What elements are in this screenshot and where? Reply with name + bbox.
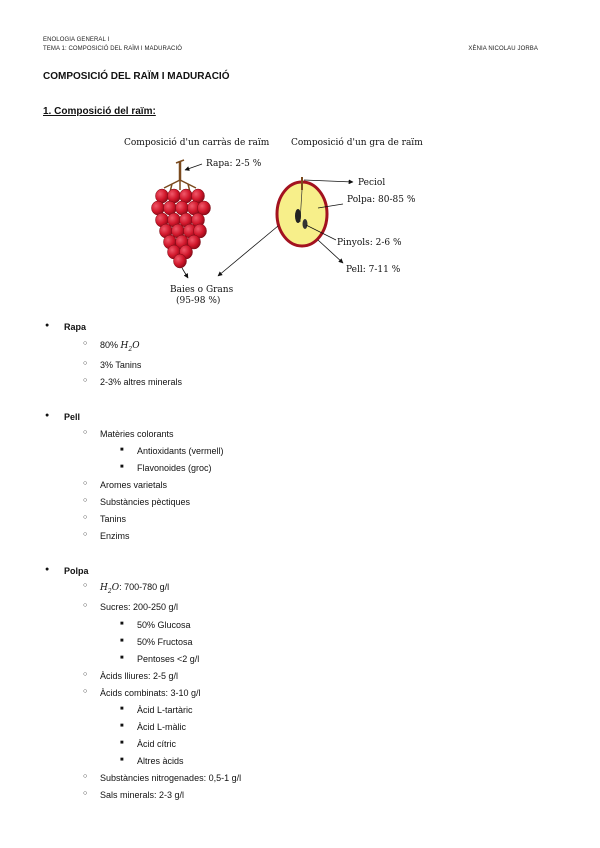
rapa-label: Rapa: 2-5 %	[206, 159, 262, 169]
h2o-o: O	[111, 583, 120, 593]
h2o-formula	[121, 341, 140, 351]
header-author: XÈNIA NICOLAU JORBA	[468, 46, 538, 52]
list-item: ○ Matèries colorants	[100, 429, 174, 439]
left-caption: Composició d'un carràs de raïm	[124, 138, 270, 148]
h2o-o: O	[132, 341, 140, 351]
list-item: ○ Sals minerals: 2-3 g/l	[100, 790, 184, 800]
list-item: ○ Àcids combinats: 3-10 g/l	[100, 688, 201, 698]
list-item: ■ Pentoses <2 g/l	[137, 654, 199, 664]
grape-composition-figure	[118, 130, 448, 315]
baies-percent: (95-98 %)	[176, 296, 221, 306]
water-amount: : 700-780 g/l	[119, 582, 170, 592]
list-item: ■ Altres àcids	[137, 756, 184, 766]
list-item: ○ Enzims	[100, 531, 130, 541]
h2o-h: H	[120, 341, 129, 351]
list-item-pell: ● Pell	[64, 412, 80, 422]
list-item-rapa: ● Rapa	[64, 322, 86, 332]
polpa-label: Polpa: 80-85 %	[347, 195, 416, 205]
list-item: ○ 3% Tanins	[100, 360, 141, 370]
grape-bunch	[152, 189, 211, 268]
h2o-formula	[100, 583, 119, 593]
rapa-water-percent: 80%	[100, 340, 119, 350]
h2o-h: H	[100, 583, 108, 593]
bunch-stem	[164, 160, 196, 192]
grape-berry-section	[277, 177, 327, 246]
list-item: ■ Àcid cítric	[137, 739, 176, 749]
pell-label: Pell: 7-11 %	[346, 265, 401, 275]
peciol-label: Peciol	[358, 178, 386, 188]
right-caption: Composició d'un gra de raïm	[291, 138, 423, 148]
list-item: ■ 50% Glucosa	[137, 620, 191, 630]
list-item: ■ Àcid L-màlic	[137, 722, 186, 732]
page-title: COMPOSICIÓ DEL RAÏM I MADURACIÓ	[43, 71, 230, 82]
berry	[174, 254, 187, 268]
section-heading: 1. Composició del raïm:	[43, 106, 156, 117]
h2o-2: 2	[107, 587, 112, 595]
h2o-2: 2	[128, 345, 133, 353]
header-course: ENOLOGIA GENERAL I	[43, 37, 110, 43]
list-item: ■ 50% Fructosa	[137, 637, 193, 647]
pinyols-label: Pinyols: 2-6 %	[337, 238, 402, 248]
list-item: ○ Àcids lliures: 2-5 g/l	[100, 671, 178, 681]
list-item: ○ Aromes varietals	[100, 480, 167, 490]
list-item	[100, 582, 169, 595]
list-item: ○ Sucres: 200-250 g/l	[100, 602, 178, 612]
list-item: ○ 2-3% altres minerals	[100, 377, 182, 387]
list-item	[100, 340, 140, 353]
list-item-polpa: ● Polpa	[64, 566, 89, 576]
list-item: ■ Flavonoides (groc)	[137, 463, 212, 473]
berry	[198, 201, 211, 215]
list-item: ○ Substàncies nitrogenades: 0,5-1 g/l	[100, 773, 241, 783]
list-item: ○ Substàncies pèctiques	[100, 497, 190, 507]
baies-label: Baies o Grans	[170, 285, 234, 295]
list-item: ■ Àcid L-tartàric	[137, 705, 193, 715]
list-item: ○ Tanins	[100, 514, 126, 524]
list-item: ■ Antioxidants (vermell)	[137, 446, 224, 456]
header-topic: TEMA 1: COMPOSICIÓ DEL RAÏM I MADURACIÓ	[43, 46, 183, 52]
